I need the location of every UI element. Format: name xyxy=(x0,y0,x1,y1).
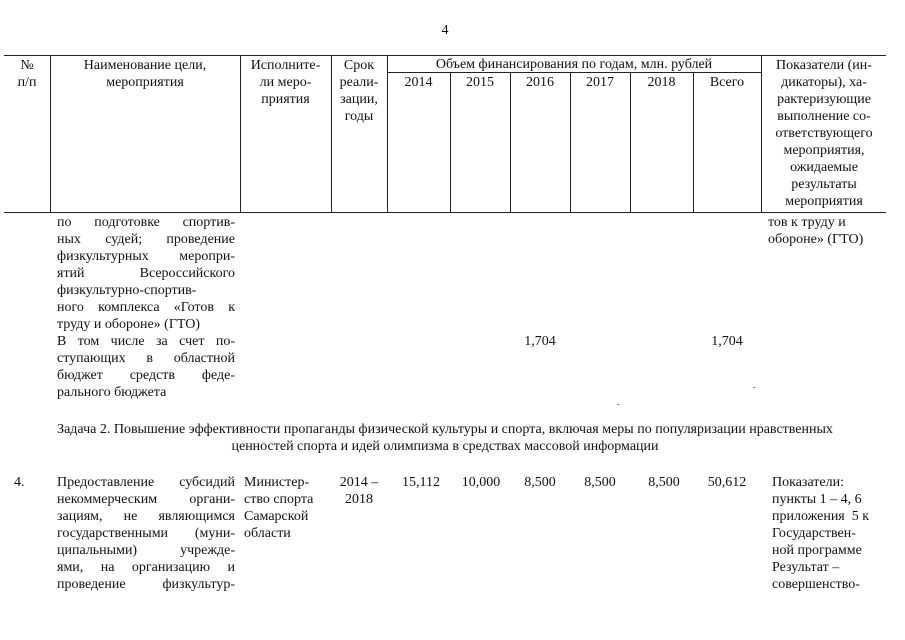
header-executors: Исполните- ли меро- приятия xyxy=(250,58,321,107)
col-divider xyxy=(630,72,631,212)
col-divider xyxy=(510,72,511,212)
text-line: В том числе за счет по- xyxy=(57,334,235,349)
text-line: бюджет средств феде- xyxy=(57,368,235,383)
text-line: по подготовке спортив- xyxy=(57,215,235,230)
continued-indicator: тов к труду и обороне» (ГТО) xyxy=(768,215,864,247)
measure-term: 2014 – 2018 xyxy=(339,475,379,507)
federal-2016-value: 1,704 xyxy=(524,334,556,349)
measure-name xyxy=(57,474,235,593)
page-number: 4 xyxy=(441,23,449,38)
scan-speck xyxy=(617,404,619,405)
header-year: 2017 xyxy=(586,75,614,90)
col-divider xyxy=(570,72,571,212)
text-line: ного комплекса «Готов к xyxy=(57,300,235,315)
header-year: 2014 xyxy=(404,75,433,90)
row-number: 4. xyxy=(14,475,25,490)
text-line: ями, на организацию и xyxy=(57,560,235,575)
text-line: Предоставление субсидий xyxy=(57,475,235,490)
value-2014: 15,112 xyxy=(402,475,440,490)
text-line: физкультурно-спортив- xyxy=(57,283,197,298)
measure-indicators: Показатели: пункты 1 – 4, 6 приложения 5 к Государствен- ной программе Результат – совершенство- xyxy=(772,475,870,592)
header-total: Всего xyxy=(709,75,745,90)
measure-executor: Министер- ство спорта Самарской области xyxy=(244,475,314,541)
text-line: рального бюджета xyxy=(57,385,167,400)
header-bottom-border xyxy=(4,212,886,213)
federal-budget-name xyxy=(57,333,235,401)
text-line: труду и обороне» (ГТО) xyxy=(57,317,201,332)
federal-total-value: 1,704 xyxy=(711,334,743,349)
header-year: 2015 xyxy=(466,75,494,90)
text-line: ступающих в областной xyxy=(57,351,235,366)
continued-measure-name xyxy=(57,214,235,333)
col-divider xyxy=(450,72,451,212)
header-name: Наименование цели, мероприятия xyxy=(83,58,207,90)
header-num: № п/п xyxy=(17,58,37,90)
header-year: 2016 xyxy=(526,75,554,90)
value-total: 50,612 xyxy=(707,475,747,490)
task-heading: Задача 2. Повышение эффективности пропаганды физической культуры и спорта, включая меры по популяризации нравственных ценностей спорта и идей олимпизма в средствах массовой информации xyxy=(57,422,833,454)
text-line: физкультурных меропри- xyxy=(57,249,235,264)
col-divider xyxy=(693,72,694,212)
header-indicators: Показатели (ин- дикаторы), ха- рактеризующие выполнение со- ответствующего мероприятия, ожидаемые результаты мероприятия xyxy=(775,58,873,209)
header-year: 2018 xyxy=(647,75,676,90)
text-line: зациям, не являющимся xyxy=(57,509,235,524)
text-line: некоммерческим органи- xyxy=(57,492,235,507)
header-funding: Объем финансирования по годам, млн. рублей xyxy=(435,57,713,72)
text-line: ятий Всероссийского xyxy=(57,266,235,281)
header-term: Срок реали- зации, годы xyxy=(339,58,379,124)
value-2018: 8,500 xyxy=(648,475,680,490)
value-2015: 10,000 xyxy=(461,475,501,490)
text-line: государственными (муни- xyxy=(57,526,235,541)
text-line: ных судей; проведение xyxy=(57,232,235,247)
value-2017: 8,500 xyxy=(584,475,616,490)
text-line: ципальными) учрежде- xyxy=(57,543,235,558)
scan-speck xyxy=(753,387,755,388)
text-line: проведение физкультур- xyxy=(57,577,235,592)
value-2016: 8,500 xyxy=(524,475,556,490)
